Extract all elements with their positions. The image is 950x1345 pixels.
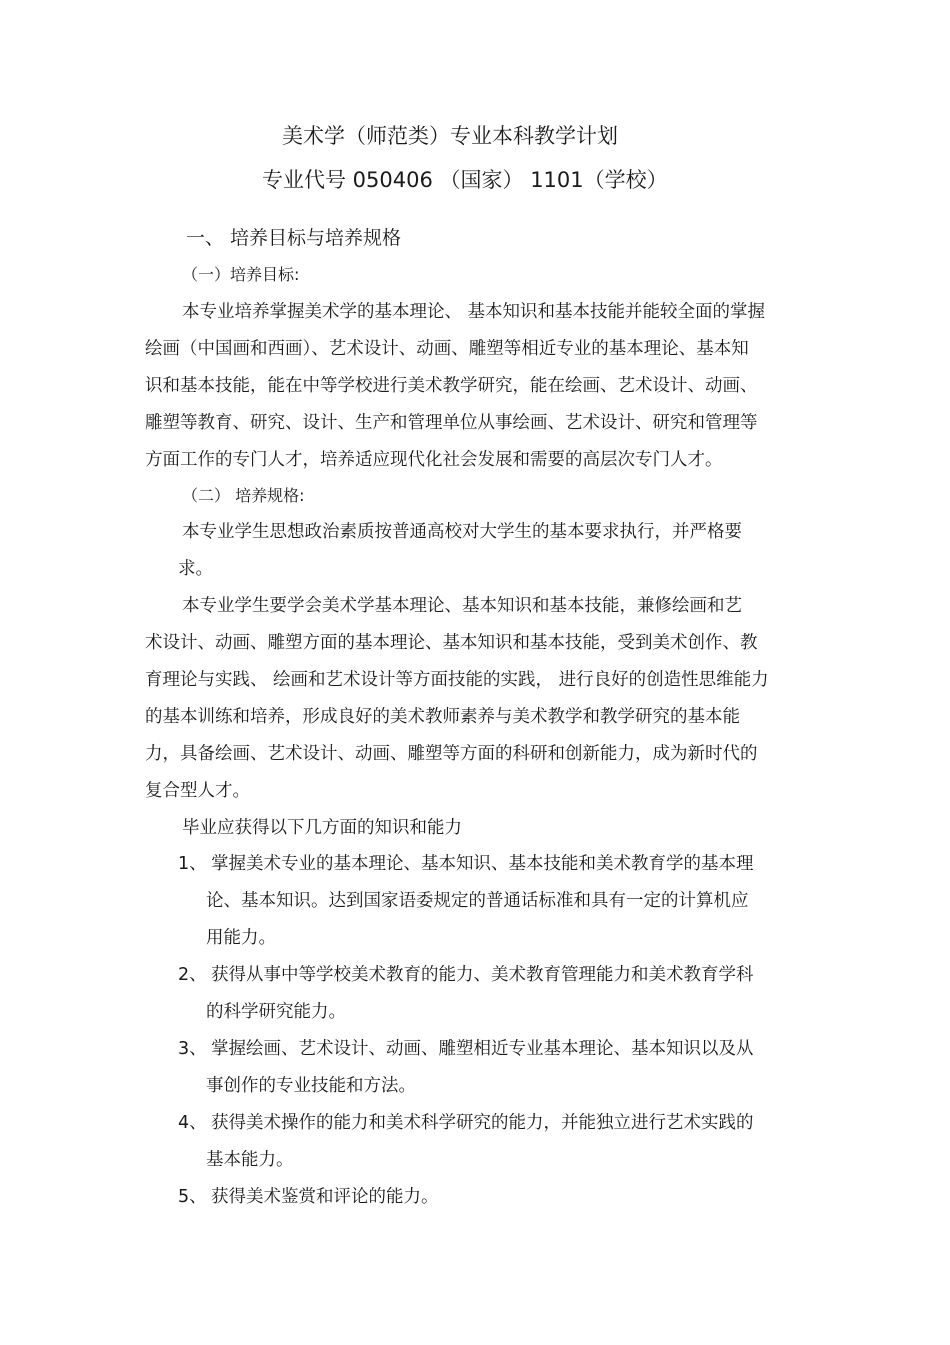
list-number: 4、 — [178, 1113, 207, 1133]
spec-line: 术设计、动画、雕塑方面的基本理论、基本知识和基本技能，受到美术创作、教 — [145, 633, 758, 653]
spec-line: 的基本训练和培养，形成良好的美术教师素养与美术教学和教学研究的基本能 — [145, 707, 740, 727]
ability-line: 论、基本知识。达到国家语委规定的普通话标准和具有一定的计算机应 — [206, 891, 749, 911]
goal-line: 雕塑等教育、研究、设计、生产和管理单位从事绘画、艺术设计、研究和管理等 — [145, 413, 758, 433]
subsection-heading-goal: （一）培养目标: — [182, 265, 300, 284]
spec-line: 育理论与实践、 绘画和艺术设计等方面技能的实践， 进行良好的创造性思维能力 — [145, 670, 769, 690]
ability-line: 基本能力。 — [206, 1150, 294, 1170]
list-number: 1、 — [178, 854, 207, 874]
ability-line: 事创作的专业技能和方法。 — [206, 1076, 416, 1096]
spec-line: 本专业学生思想政治素质按普通高校对大学生的基本要求执行，并严格要 — [182, 522, 742, 542]
ability-line: 获得从事中等学校美术教育的能力、美术教育管理能力和美术教育学科 — [211, 965, 754, 985]
goal-line: 方面工作的专门人才，培养适应现代化社会发展和需要的高层次专门人才。 — [145, 450, 723, 470]
goal-line: 识和基本技能，能在中等学校进行美术教学研究，能在绘画、艺术设计、动画、 — [145, 376, 758, 396]
ability-line: 的科学研究能力。 — [206, 1002, 346, 1022]
ability-line: 获得美术操作的能力和美术科学研究的能力，并能独立进行艺术实践的 — [211, 1113, 754, 1133]
spec-line: 力，具备绘画、艺术设计、动画、雕塑等方面的科研和创新能力，成为新时代的 — [145, 744, 758, 764]
ability-intro: 毕业应获得以下几方面的知识和能力 — [182, 818, 462, 838]
ability-line: 获得美术鉴赏和评论的能力。 — [211, 1187, 439, 1207]
ability-line: 用能力。 — [206, 928, 276, 948]
list-number: 3、 — [178, 1039, 207, 1059]
major-code-line: 专业代号 050406 （国家） 1101（学校） — [262, 168, 668, 192]
ability-line: 掌握绘画、艺术设计、动画、雕塑相近专业基本理论、基本知识以及从 — [211, 1039, 754, 1059]
spec-line: 复合型人才。 — [145, 781, 250, 801]
list-number: 2、 — [178, 965, 207, 985]
goal-line: 本专业培养掌握美术学的基本理论、 基本知识和基本技能并能较全面的掌握 — [182, 302, 766, 322]
spec-line: 求。 — [178, 559, 213, 579]
section-heading: 一、 培养目标与培养规格 — [186, 227, 402, 249]
document-title: 美术学（师范类）专业本科教学计划 — [282, 124, 618, 148]
ability-line: 掌握美术专业的基本理论、基本知识、基本技能和美术教育学的基本理 — [211, 854, 754, 874]
list-number: 5、 — [178, 1187, 207, 1207]
subsection-heading-spec: （二） 培养规格: — [182, 486, 305, 505]
goal-line: 绘画（中国画和西画）、艺术设计、动画、雕塑等相近专业的基本理论、基本知 — [145, 339, 749, 359]
spec-line: 本专业学生要学会美术学基本理论、基本知识和基本技能，兼修绘画和艺 — [182, 596, 742, 616]
